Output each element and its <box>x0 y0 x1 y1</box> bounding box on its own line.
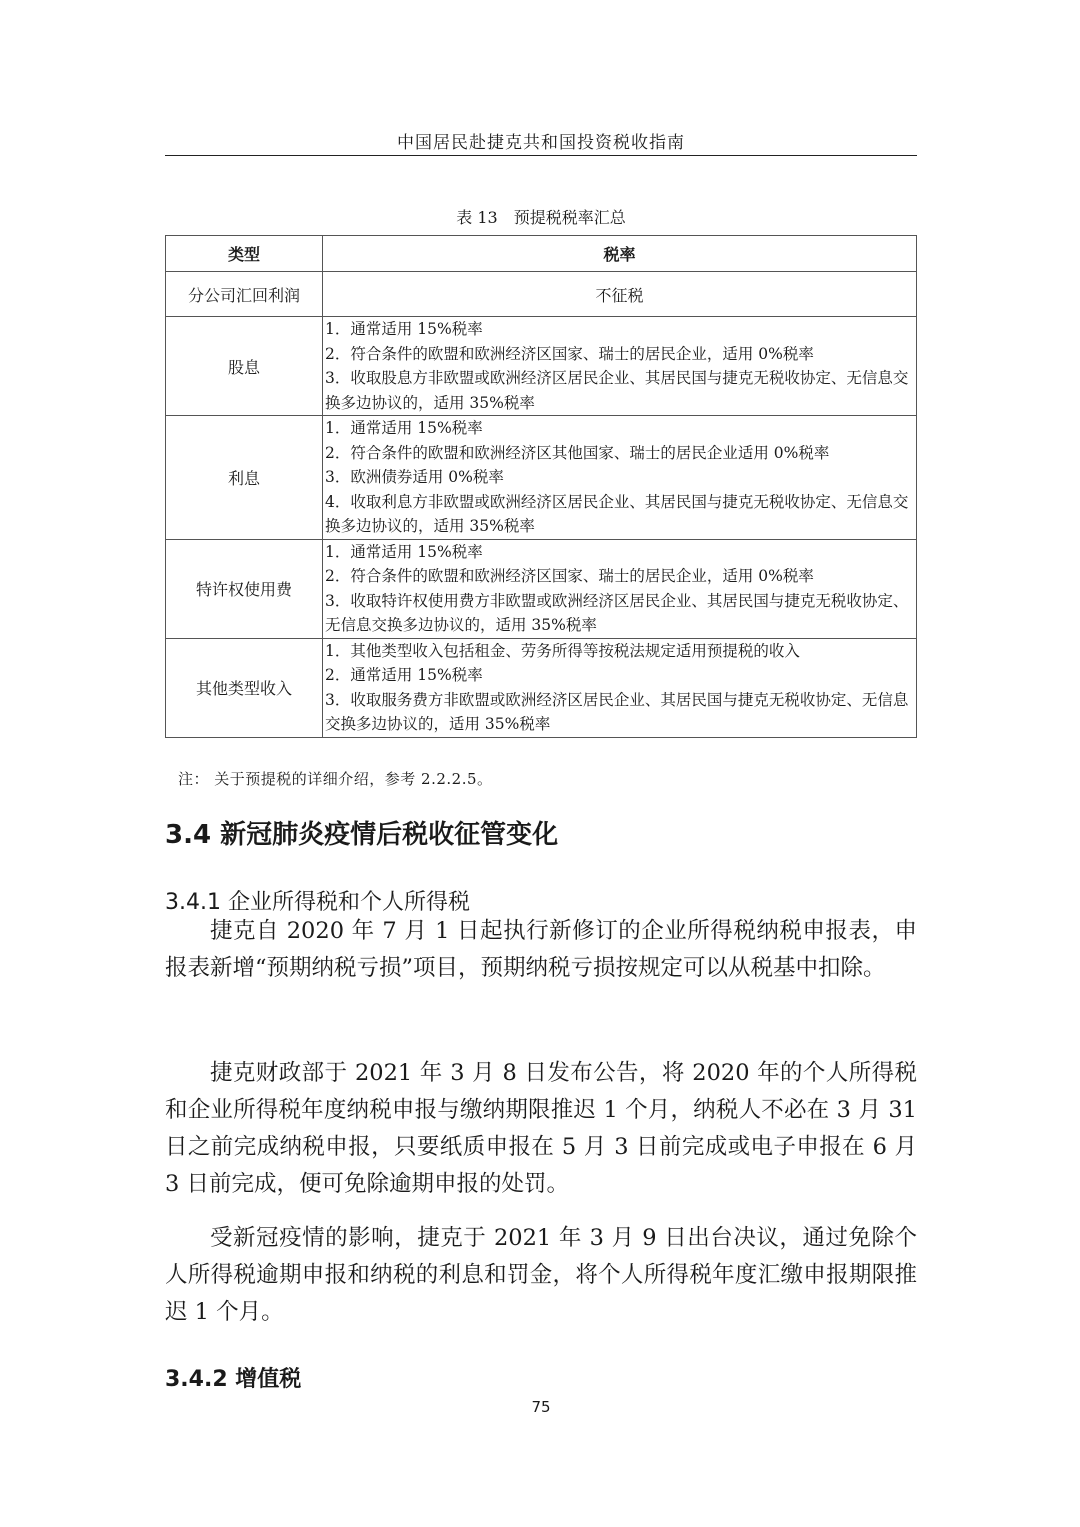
row-type: 分公司汇回利润 <box>166 272 323 317</box>
rate-line: 2．通常适用 15%税率 <box>325 666 483 684</box>
table-header-row <box>166 236 917 272</box>
rate-line: 1．通常适用 15%税率 <box>325 419 483 437</box>
column-header-rate: 税率 <box>323 236 917 272</box>
rate-line: 4．收取利息方非欧盟或欧洲经济区居民企业、其居民国与捷克无税收协定、无信息交换多边协议的，适用 35%税率 <box>325 492 909 535</box>
row-rate: 不征税 <box>323 272 917 317</box>
header-rule <box>165 155 917 156</box>
table-row <box>166 416 917 540</box>
rate-line: 2．符合条件的欧盟和欧洲经济区国家、瑞士的居民企业，适用 0%税率 <box>325 344 814 363</box>
table-row <box>166 638 917 737</box>
row-type: 利息 <box>166 416 323 540</box>
paragraph: 捷克财政部于 2021 年 3 月 8 日发布公告，将 2020 年的个人所得税和企业所得税年度纳税申报与缴纳期限推迟 1 个月，纳税人不必在 3 月 31 日之前完成纳税申报，只要纸质申报在 5 月 3 日前完成或电子申报在 6 月 3 日前完成，便可免除逾期申报的处罚。 <box>165 1060 917 1197</box>
table-caption: 表 13 预提税税率汇总 <box>456 208 626 227</box>
row-type: 特许权使用费 <box>166 539 323 638</box>
table-note: 注： 关于预提税的详细介绍，参考 2.2.2.5。 <box>178 770 493 788</box>
row-rate <box>323 539 917 638</box>
rate-line: 1．通常适用 15%税率 <box>325 320 483 338</box>
rate-line: 3．收取股息方非欧盟或欧洲经济区居民企业、其居民国与捷克无税收协定、无信息交换多边协议的，适用 35%税率 <box>325 369 909 412</box>
rate-line: 1．通常适用 15%税率 <box>325 542 483 561</box>
column-header-type: 类型 <box>166 236 323 272</box>
row-rate <box>323 416 917 540</box>
row-type: 股息 <box>166 317 323 416</box>
rate-line: 3．收取特许权使用费方非欧盟或欧洲经济区居民企业、其居民国与捷克无税收协定、无信息交换多边协议的，适用 35%税率 <box>325 591 909 634</box>
paragraph: 受新冠疫情的影响，捷克于 2021 年 3 月 9 日出台决议，通过免除个人所得税逾期申报和纳税的利息和罚金，将个人所得税年度汇缴申报期限推迟 1 个月。 <box>165 1225 917 1325</box>
section-heading: 3.4 新冠肺炎疫情后税收征管变化 <box>165 820 559 850</box>
subsection-heading-income-tax: 3.4.1 企业所得税和个人所得税 <box>165 890 470 915</box>
table-row <box>166 272 917 317</box>
page-number: 75 <box>531 1398 551 1416</box>
subsection-heading-vat: 3.4.2 增值税 <box>165 1367 302 1392</box>
table-row <box>166 317 917 416</box>
rate-line: 3．收取服务费方非欧盟或欧洲经济区居民企业、其居民国与捷克无税收协定、无信息交换多边协议的，适用 35%税率 <box>325 690 909 733</box>
running-header: 中国居民赴捷克共和国投资税收指南 <box>397 133 685 153</box>
withholding-tax-table <box>165 235 917 738</box>
rate-line: 1．其他类型收入包括租金、劳务所得等按税法规定适用预提税的收入 <box>325 641 800 660</box>
table-row <box>166 539 917 638</box>
rate-line: 2．符合条件的欧盟和欧洲经济区国家、瑞士的居民企业，适用 0%税率 <box>325 567 814 585</box>
row-rate <box>323 638 917 737</box>
rate-line: 3．欧洲债券适用 0%税率 <box>325 468 504 486</box>
rate-line: 2．符合条件的欧盟和欧洲经济区其他国家、瑞士的居民企业适用 0%税率 <box>325 443 830 462</box>
row-type: 其他类型收入 <box>166 638 323 737</box>
paragraph: 捷克自 2020 年 7 月 1 日起执行新修订的企业所得税纳税申报表，申报表新增“预期纳税亏损”项目，预期纳税亏损按规定可以从税基中扣除。 <box>165 918 917 981</box>
row-rate <box>323 317 917 416</box>
